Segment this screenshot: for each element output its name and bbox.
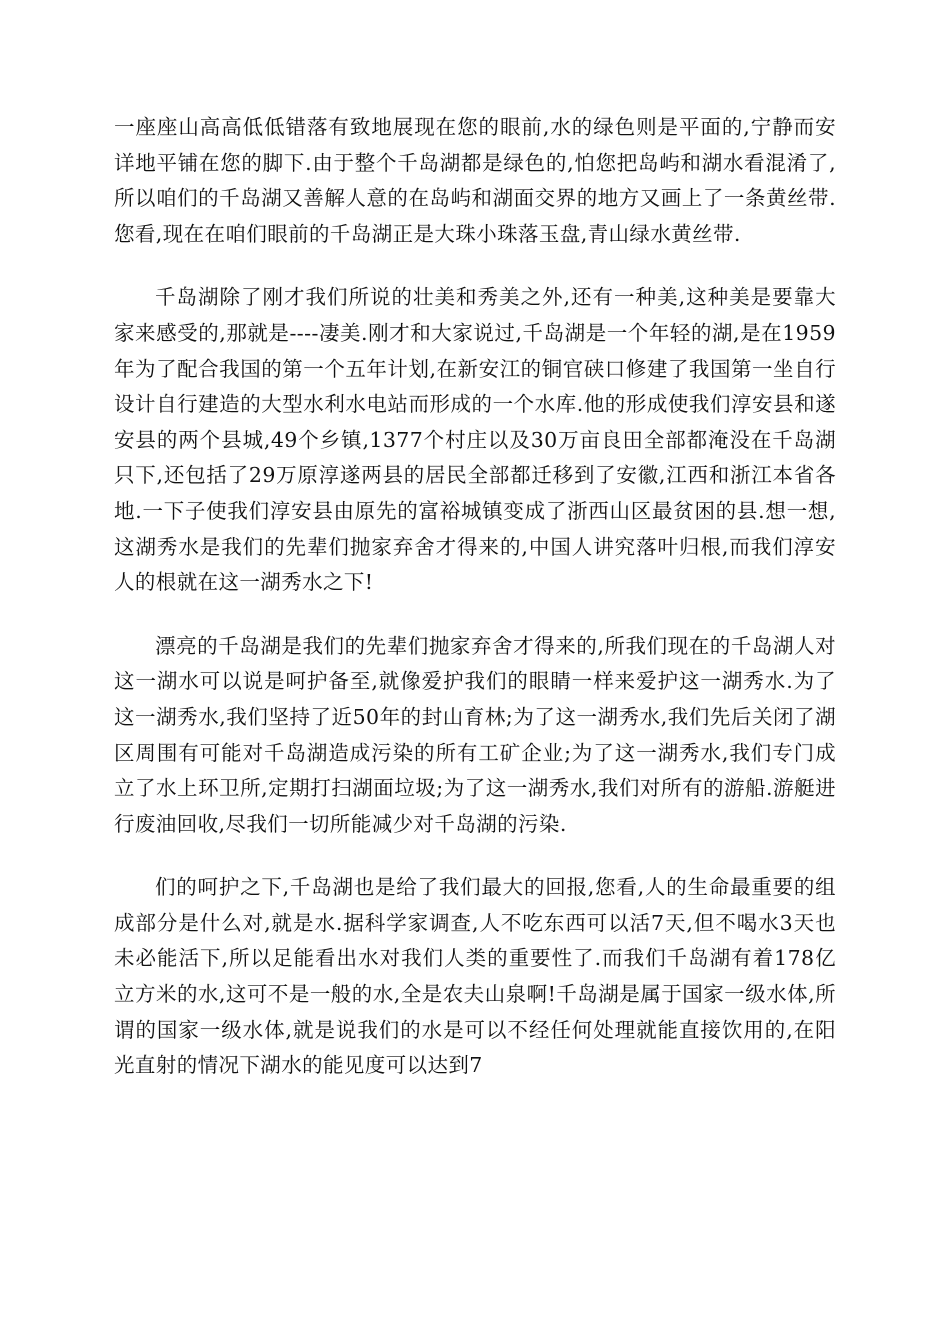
document-body [114,110,836,1112]
paragraph-sorrowful-beauty: 千岛湖除了刚才我们所说的壮美和秀美之外,还有一种美,这种美是要靠大家来感受的,那就是----凄美.刚才和大家说过,千岛湖是一个年轻的湖,是在1959年为了配合我国的第一个五年计划,在新安江的铜官硖口修建了我国第一坐自行设计自行建造的大型水利水电站而形成的一个水库.他的形成使我们淳安县和遂安县的两个县城,49个乡镇,1377个村庄以及30万亩良田全部都淹没在千岛湖只下,还包括了29万原淳遂两县的居民全部都迁移到了安徽,江西和浙江本省各地.一下子使我们淳安县由原先的富裕城镇变成了浙西山区最贫困的县.想一想,这湖秀水是我们的先辈们抛家弃舍才得来的,中国人讲究落叶归根,而我们淳安人的根就在这一湖秀水之下! [114,285,836,595]
paragraph-lake-protection: 漂亮的千岛湖是我们的先辈们抛家弃舍才得来的,所我们现在的千岛湖人对这一湖水可以说是呵护备至,就像爱护我们的眼睛一样来爱护这一湖秀水.为了这一湖秀水,我们坚持了近50年的封山育林;为了这一湖秀水,我们先后关闭了湖区周围有可能对千岛湖造成污染的所有工矿企业;为了这一湖秀水,我们专门成立了水上环卫所,定期打扫湖面垃圾;为了这一湖秀水,我们对所有的游船.游艇进行废油回收,尽我们一切所能减少对千岛湖的污染. [114,633,836,836]
paragraph-intro-continued: 一座座山高高低低错落有致地展现在您的眼前,水的绿色则是平面的,宁静而安详地平铺在您的脚下.由于整个千岛湖都是绿色的,怕您把岛屿和湖水看混淆了,所以咱们的千岛湖又善解人意的在岛屿和湖面交界的地方又画上了一条黄丝带.您看,现在在咱们眼前的千岛湖正是大珠小珠落玉盘,青山绿水黄丝带. [114,115,836,246]
paragraph-water-quality: 们的呵护之下,千岛湖也是给了我们最大的回报,您看,人的生命最重要的组成部分是什么对,就是水.据科学家调查,人不吃东西可以活7天,但不喝水3天也未必能活下,所以足能看出水对我们人类的重要性了.而我们千岛湖有着178亿立方米的水,这可不是一般的水,全是农夫山泉啊!千岛湖是属于国家一级水体,所谓的国家一级水体,就是说我们的水是可以不经任何处理就能直接饮用的,在阳光直射的情况下湖水的能见度可以达到7 [114,875,836,1078]
